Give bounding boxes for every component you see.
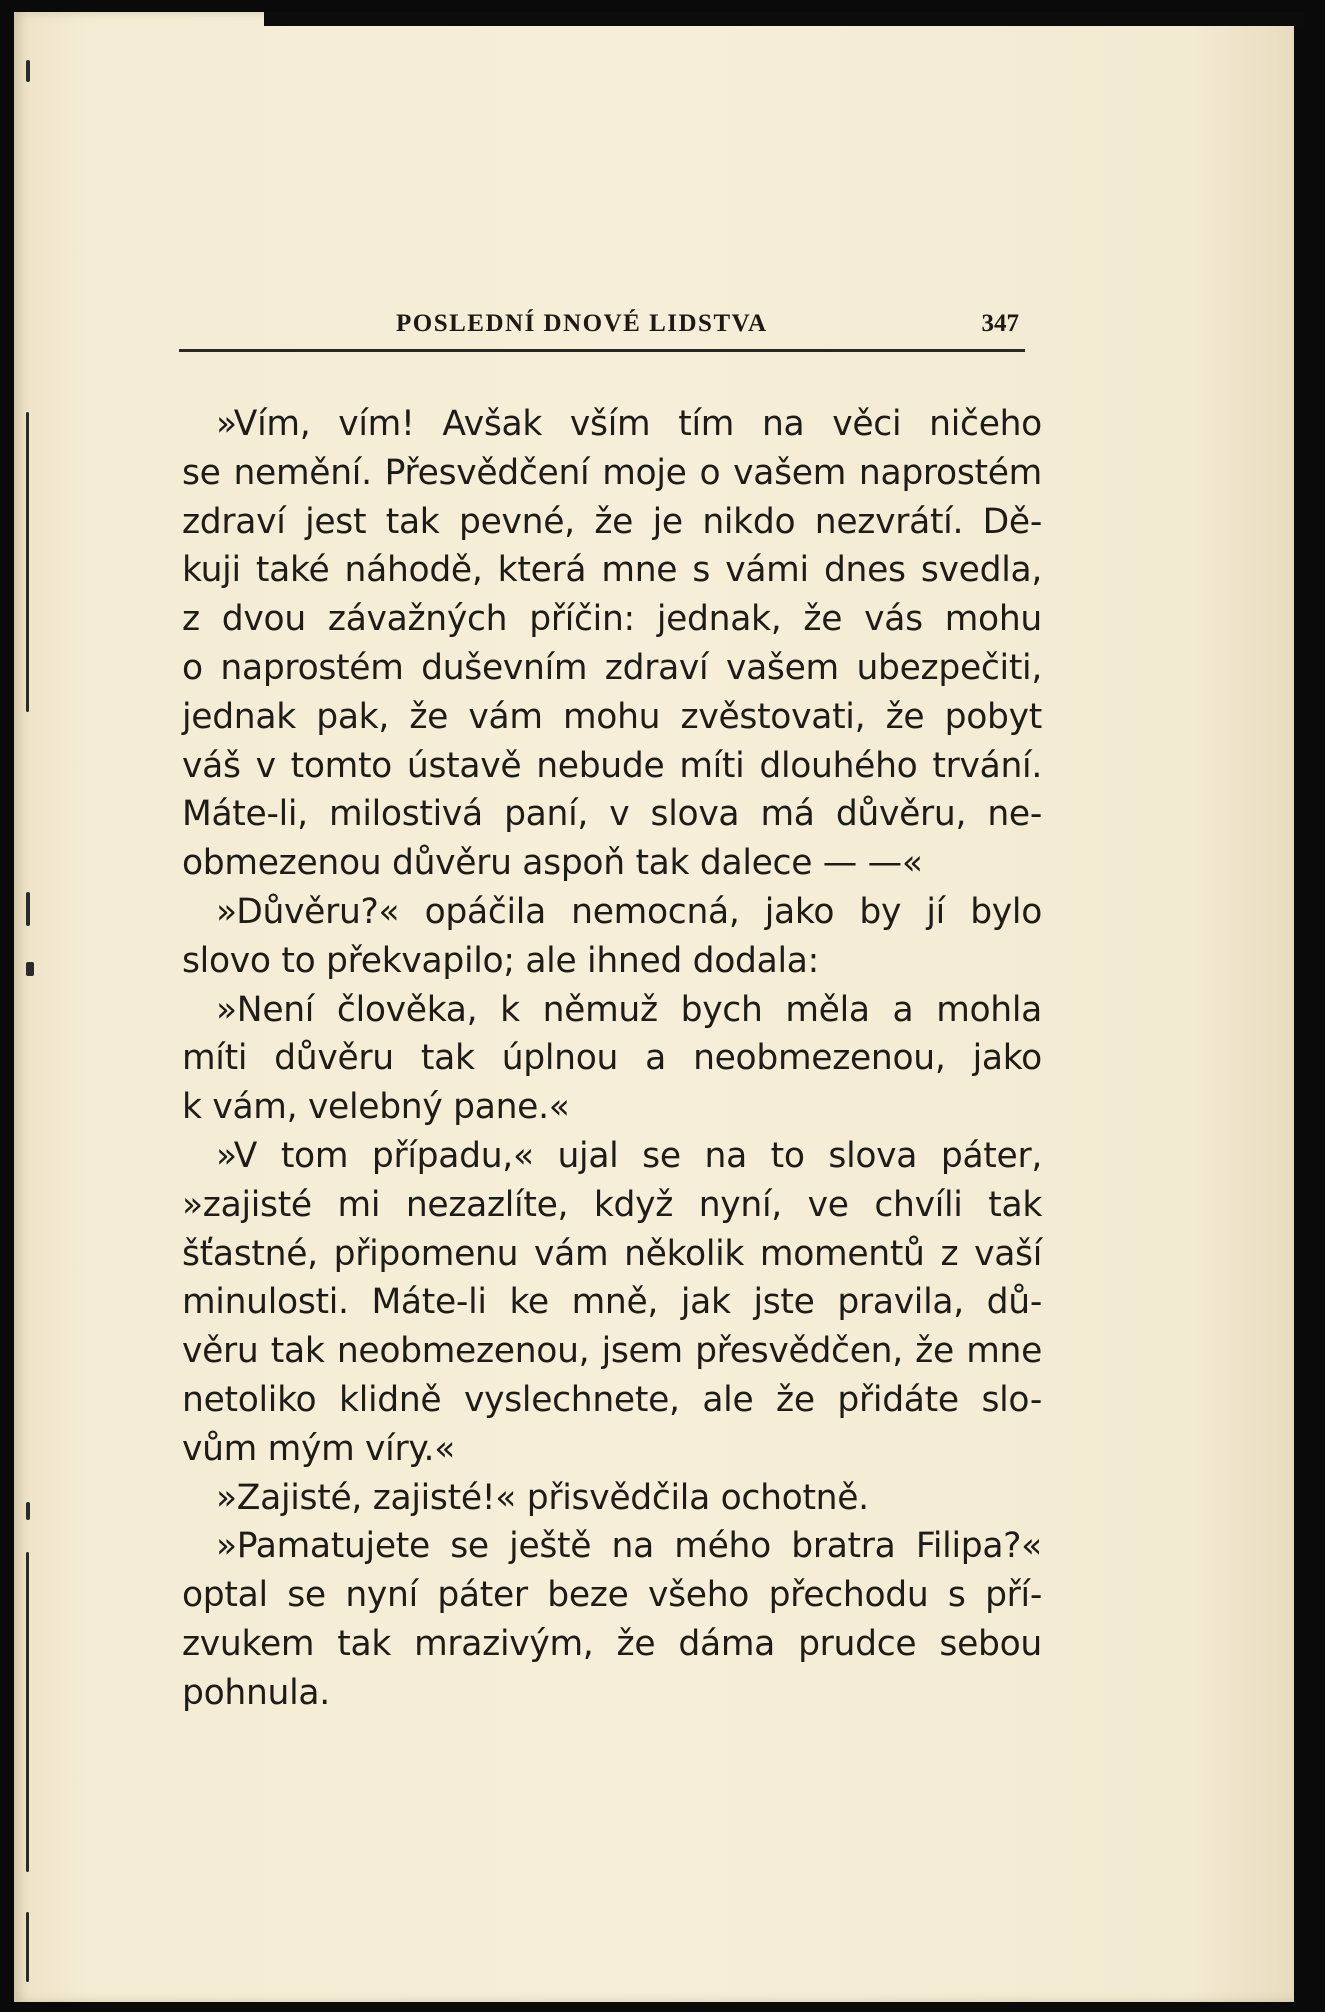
text-line: jednak pak, že vám mohu zvěstovati, že pobyt xyxy=(182,696,1042,737)
text-line: slovo to překvapilo; ale ihned dodala: xyxy=(182,940,819,981)
text-line: se nemění. Přesvědčení moje o vašem naprostém xyxy=(182,452,1042,493)
text-line: netoliko klidně vyslechnete, ale že přidáte slo- xyxy=(182,1379,1042,1420)
text-line: věru tak neobmezenou, jsem přesvědčen, že mne xyxy=(182,1331,1042,1372)
text-line: váš v tomto ústavě nebude míti dlouhého trvání. xyxy=(182,745,1042,786)
running-header xyxy=(179,304,1025,344)
binding-mark xyxy=(26,1912,29,1982)
text-line: obmezenou důvěru aspoň tak dalece — —« xyxy=(182,843,923,884)
binding-mark xyxy=(26,1502,30,1520)
running-title: POSLEDNÍ DNOVÉ LIDSTVA xyxy=(396,310,768,337)
binding-mark xyxy=(26,60,30,82)
text-line: míti důvěru tak úplnou a neobmezenou, jako xyxy=(182,1038,1042,1079)
text-line: minulosti. Máte-li ke mně, jak jste pravila, dů- xyxy=(182,1282,1042,1323)
text-line: »zajisté mi nezazlíte, když nyní, ve chvíli tak xyxy=(182,1184,1042,1225)
text-line: »V tom případu,« ujal se na to slova páter, xyxy=(216,1135,1042,1176)
text-line: k vám, velebný pane.« xyxy=(182,1087,570,1128)
body-text xyxy=(182,400,1042,1718)
text-line: »Pamatujete se ještě na mého bratra Filipa?« xyxy=(216,1526,1042,1567)
book-page xyxy=(14,12,1294,2002)
text-line: z dvou závažných příčin: jednak, že vás mohu xyxy=(182,599,1042,640)
binding-mark xyxy=(26,1552,29,1872)
page-number: 347 xyxy=(981,310,1019,337)
text-line: zvukem tak mrazivým, že dáma prudce sebou xyxy=(182,1623,1042,1664)
text-line: »Není člověka, k němuž bych měla a mohla xyxy=(216,989,1042,1030)
header-rule xyxy=(179,349,1025,352)
binding-mark xyxy=(26,412,29,712)
text-line: vům mým víry.« xyxy=(182,1428,456,1469)
scan-top-edge xyxy=(264,12,1304,26)
binding-mark xyxy=(26,962,34,976)
text-line: optal se nyní páter beze všeho přechodu s pří- xyxy=(182,1575,1042,1616)
text-line: »Vím, vím! Avšak vším tím na věci ničeho xyxy=(216,404,1042,444)
text-line: o naprostém duševním zdraví vašem ubezpečiti, xyxy=(182,647,1042,688)
text-line: šťastné, připomenu vám několik momentů z vaší xyxy=(182,1233,1042,1274)
text-line: »Důvěru?« opáčila nemocná, jako by jí bylo xyxy=(216,891,1042,932)
binding-mark xyxy=(26,892,30,926)
text-line: kuji také náhodě, která mne s vámi dnes svedla, xyxy=(182,550,1042,591)
text-line: »Zajisté, zajisté!« přisvědčila ochotně. xyxy=(216,1477,869,1518)
text-line: zdraví jest tak pevné, že je nikdo nezvrátí. Dě- xyxy=(182,501,1042,542)
text-line: pohnula. xyxy=(182,1672,330,1713)
text-line: Máte-li, milostivá paní, v slova má důvěru, ne- xyxy=(182,794,1042,835)
